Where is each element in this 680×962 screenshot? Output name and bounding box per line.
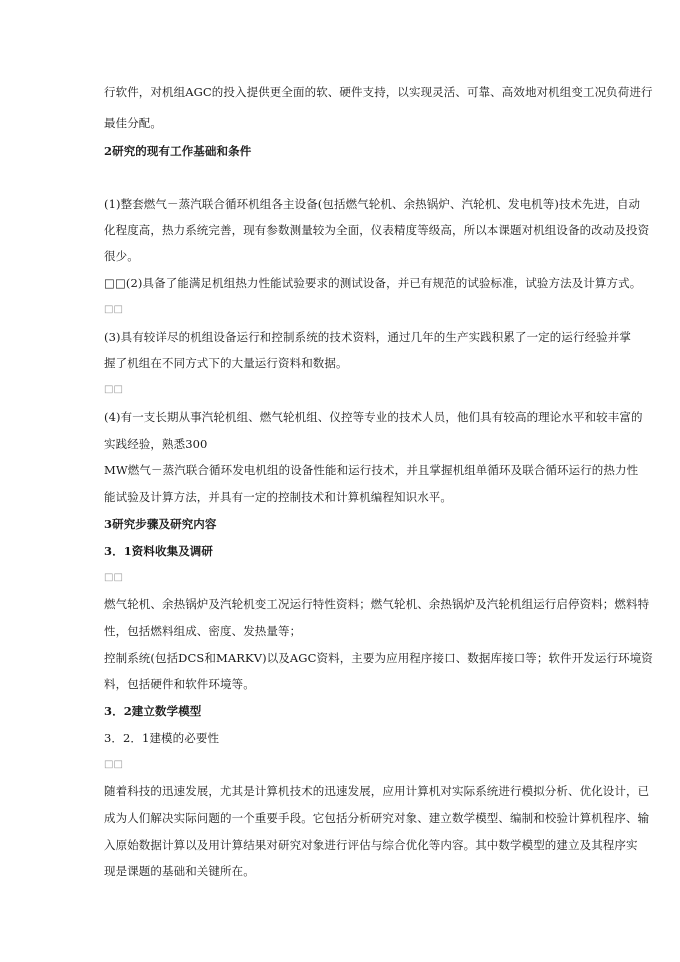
paragraph-line: 控制系统(包括DCS和MARKV)以及AGC资料，主要为应用程序接口、数据库接口等；软件开发运行环境资: [104, 651, 653, 665]
paragraph-line: 实践经验，熟悉300: [104, 437, 208, 451]
paragraph-line: 料，包括硬件和软件环境等。: [104, 677, 255, 691]
paragraph-line: 随着科技的迅速发展，尤其是计算机技术的迅速发展，应用计算机对实际系统进行模拟分析、优化设计，已: [104, 784, 650, 798]
paragraph-line: 化程度高，热力系统完善，现有参数测量较为全面，仪表精度等级高，所以本课题对机组设备的改动及投资: [104, 223, 650, 237]
subsection-heading: 3．2建立数学模型: [104, 704, 202, 718]
paragraph-line: (3)具有较详尽的机组设备运行和控制系统的技术资料，通过几年的生产实践积累了一定的运行经验并掌: [104, 330, 631, 344]
placeholder-glyphs: □□: [104, 384, 124, 395]
subsection-heading: 3．1资料收集及调研: [104, 544, 214, 558]
paragraph-line: (1)整套燃气－蒸汽联合循环机组各主设备(包括燃气轮机、余热锅炉、汽轮机、发电机等)技术先进，自动: [104, 197, 641, 211]
paragraph-line: 成为人们解决实际问题的一个重要手段。它包括分析研究对象、建立数学模型、编制和校验计算机程序、输: [104, 811, 650, 825]
paragraph-line: (4)有一支长期从事汽轮机组、燃气轮机组、仪控等专业的技术人员，他们具有较高的理论水平和较丰富的: [104, 410, 643, 424]
placeholder-glyphs: □□: [104, 572, 124, 583]
paragraph-line: 现是课题的基础和关键所在。: [104, 864, 255, 878]
section-heading: 2研究的现有工作基础和条件: [104, 144, 252, 158]
paragraph-line: 很少。: [104, 249, 139, 263]
section-heading: 3研究步骤及研究内容: [104, 517, 217, 531]
paragraph-line: 能试验及计算方法，并具有一定的控制技术和计算机编程知识水平。: [104, 490, 452, 504]
paragraph-line: 燃气轮机、余热锅炉及汽轮机变工况运行特性资料；燃气轮机、余热锅炉及汽轮机组运行启停资料；燃料特: [104, 597, 650, 611]
placeholder-glyphs: □□: [104, 759, 124, 770]
paragraph-line: MW燃气－蒸汽联合循环发电机组的设备性能和运行技术，并且掌握机组单循环及联合循环运行的热力性: [104, 463, 639, 477]
paragraph-line: 行软件，对机组AGC的投入提供更全面的软、硬件支持，以实现灵活、可靠、高效地对机组变工况负荷进行: [104, 85, 653, 99]
subsection-heading: 3．2．1建模的必要性: [104, 731, 220, 745]
paragraph-line: 性，包括燃料组成、密度、发热量等；: [104, 624, 302, 638]
paragraph-line: 最佳分配。: [104, 116, 162, 130]
paragraph-line: □□(2)具备了能满足机组热力性能试验要求的测试设备，并已有规范的试验标准，试验方法及计算方式。: [104, 276, 642, 290]
paragraph-line: 入原始数据计算以及用计算结果对研究对象进行评估与综合优化等内容。其中数学模型的建立及其程序实: [104, 838, 638, 852]
paragraph-line: 握了机组在不同方式下的大量运行资料和数据。: [104, 356, 348, 370]
placeholder-glyphs: □□: [104, 304, 124, 315]
